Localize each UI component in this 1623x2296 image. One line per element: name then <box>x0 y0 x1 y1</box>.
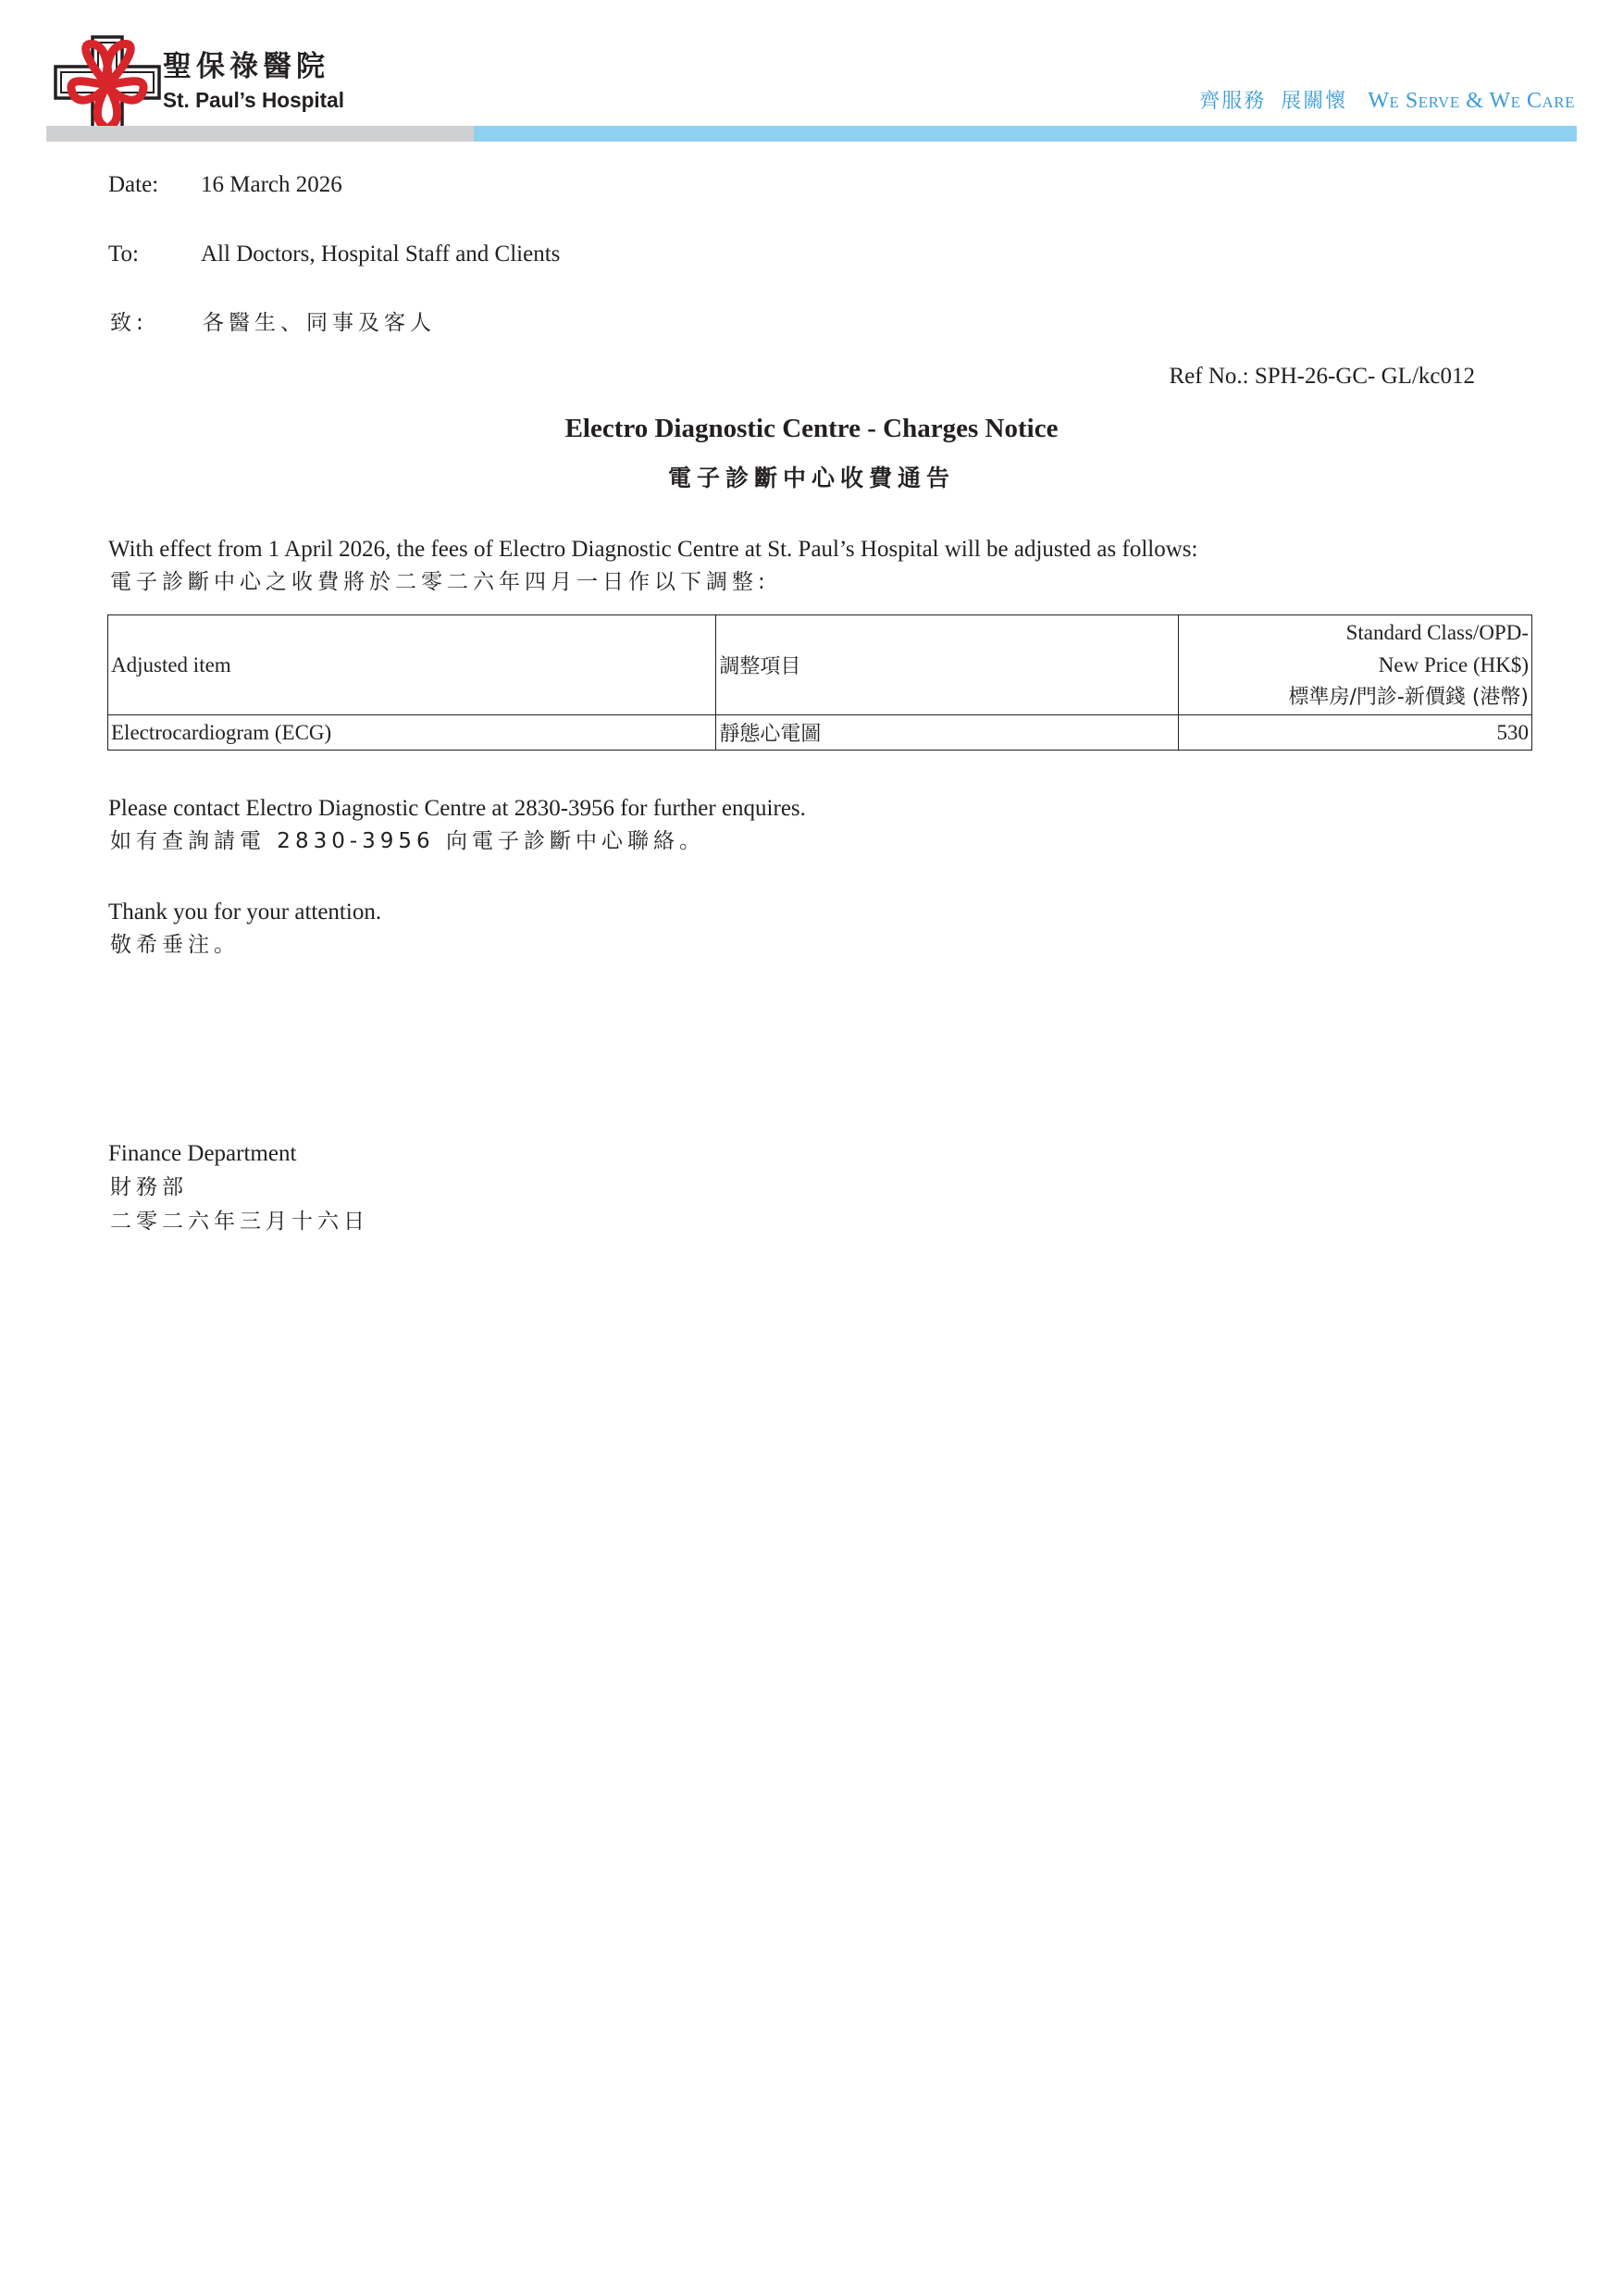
motto-cn-2: 展關懷 <box>1281 90 1348 113</box>
notice-title-cn: 電子診斷中心收費通告 <box>667 465 955 491</box>
to-label: To: <box>108 242 139 267</box>
thanks-cn: 敬希垂注。 <box>110 933 240 957</box>
svg-text:St. Paul’s Hospital: St. Paul’s Hospital <box>163 88 344 112</box>
notice-title-en: Electro Diagnostic Centre - Charges Notice <box>564 414 1059 443</box>
signature-date-cn: 二零二六年三月十六日 <box>110 1210 369 1234</box>
thanks-en: Thank you for your attention. <box>108 900 382 925</box>
motto-en: We Serve & We Care <box>1368 89 1575 113</box>
hospital-motto <box>1199 87 1575 116</box>
to-value: All Doctors, Hospital Staff and Clients <box>201 242 561 267</box>
header-adjusted-item: Adjusted item <box>108 615 716 715</box>
fee-table-header-row <box>108 615 1532 715</box>
date-value: 16 March 2026 <box>201 172 342 197</box>
header-price-line2: New Price (HK$) <box>1378 653 1529 676</box>
header-price-line3: 標準房/門診-新價錢 (港幣) <box>1288 686 1529 709</box>
date-label: Date: <box>108 172 159 197</box>
header-bar-grey <box>46 126 474 142</box>
hospital-name-logotype <box>159 48 353 117</box>
to-cn-value: 各醫生、同事及客人 <box>203 311 436 335</box>
contact-cn: 如有查詢請電 2830-3956 向電子診斷中心聯絡。 <box>110 829 705 853</box>
row-item-en: Electrocardiogram (ECG) <box>108 715 716 751</box>
table-row <box>108 715 1532 751</box>
signature-dept-en: Finance Department <box>108 1141 297 1166</box>
signature-dept-cn: 財務部 <box>110 1175 188 1199</box>
contact-en: Please contact Electro Diagnostic Centre at 2830-3956 for further enquires. <box>108 796 806 821</box>
fee-table <box>107 614 1532 751</box>
header-price-line1: Standard Class/OPD- <box>1345 621 1529 644</box>
reference-number: Ref No.: SPH-26-GC- GL/kc012 <box>1169 364 1475 389</box>
row-item-cn: 靜態心電圖 <box>716 715 1178 751</box>
intro-cn: 電子診斷中心之收費將於二零二六年四月一日作以下調整: <box>110 570 770 594</box>
header-adjusted-item-cn: 調整項目 <box>716 615 1178 715</box>
to-cn-label: 致: <box>110 311 148 335</box>
header-bar-blue <box>474 126 1577 142</box>
svg-text:聖保祿醫院: 聖保祿醫院 <box>163 50 329 83</box>
motto-cn-1: 齊服務 <box>1199 90 1267 113</box>
st-pauls-cross-logo-icon <box>52 33 163 137</box>
row-price: 530 <box>1178 715 1531 751</box>
header-new-price <box>1178 615 1531 715</box>
intro-en: With effect from 1 April 2026, the fees of Electro Diagnostic Centre at St. Paul’s Hospital will be adjusted as follows: <box>108 537 1198 562</box>
